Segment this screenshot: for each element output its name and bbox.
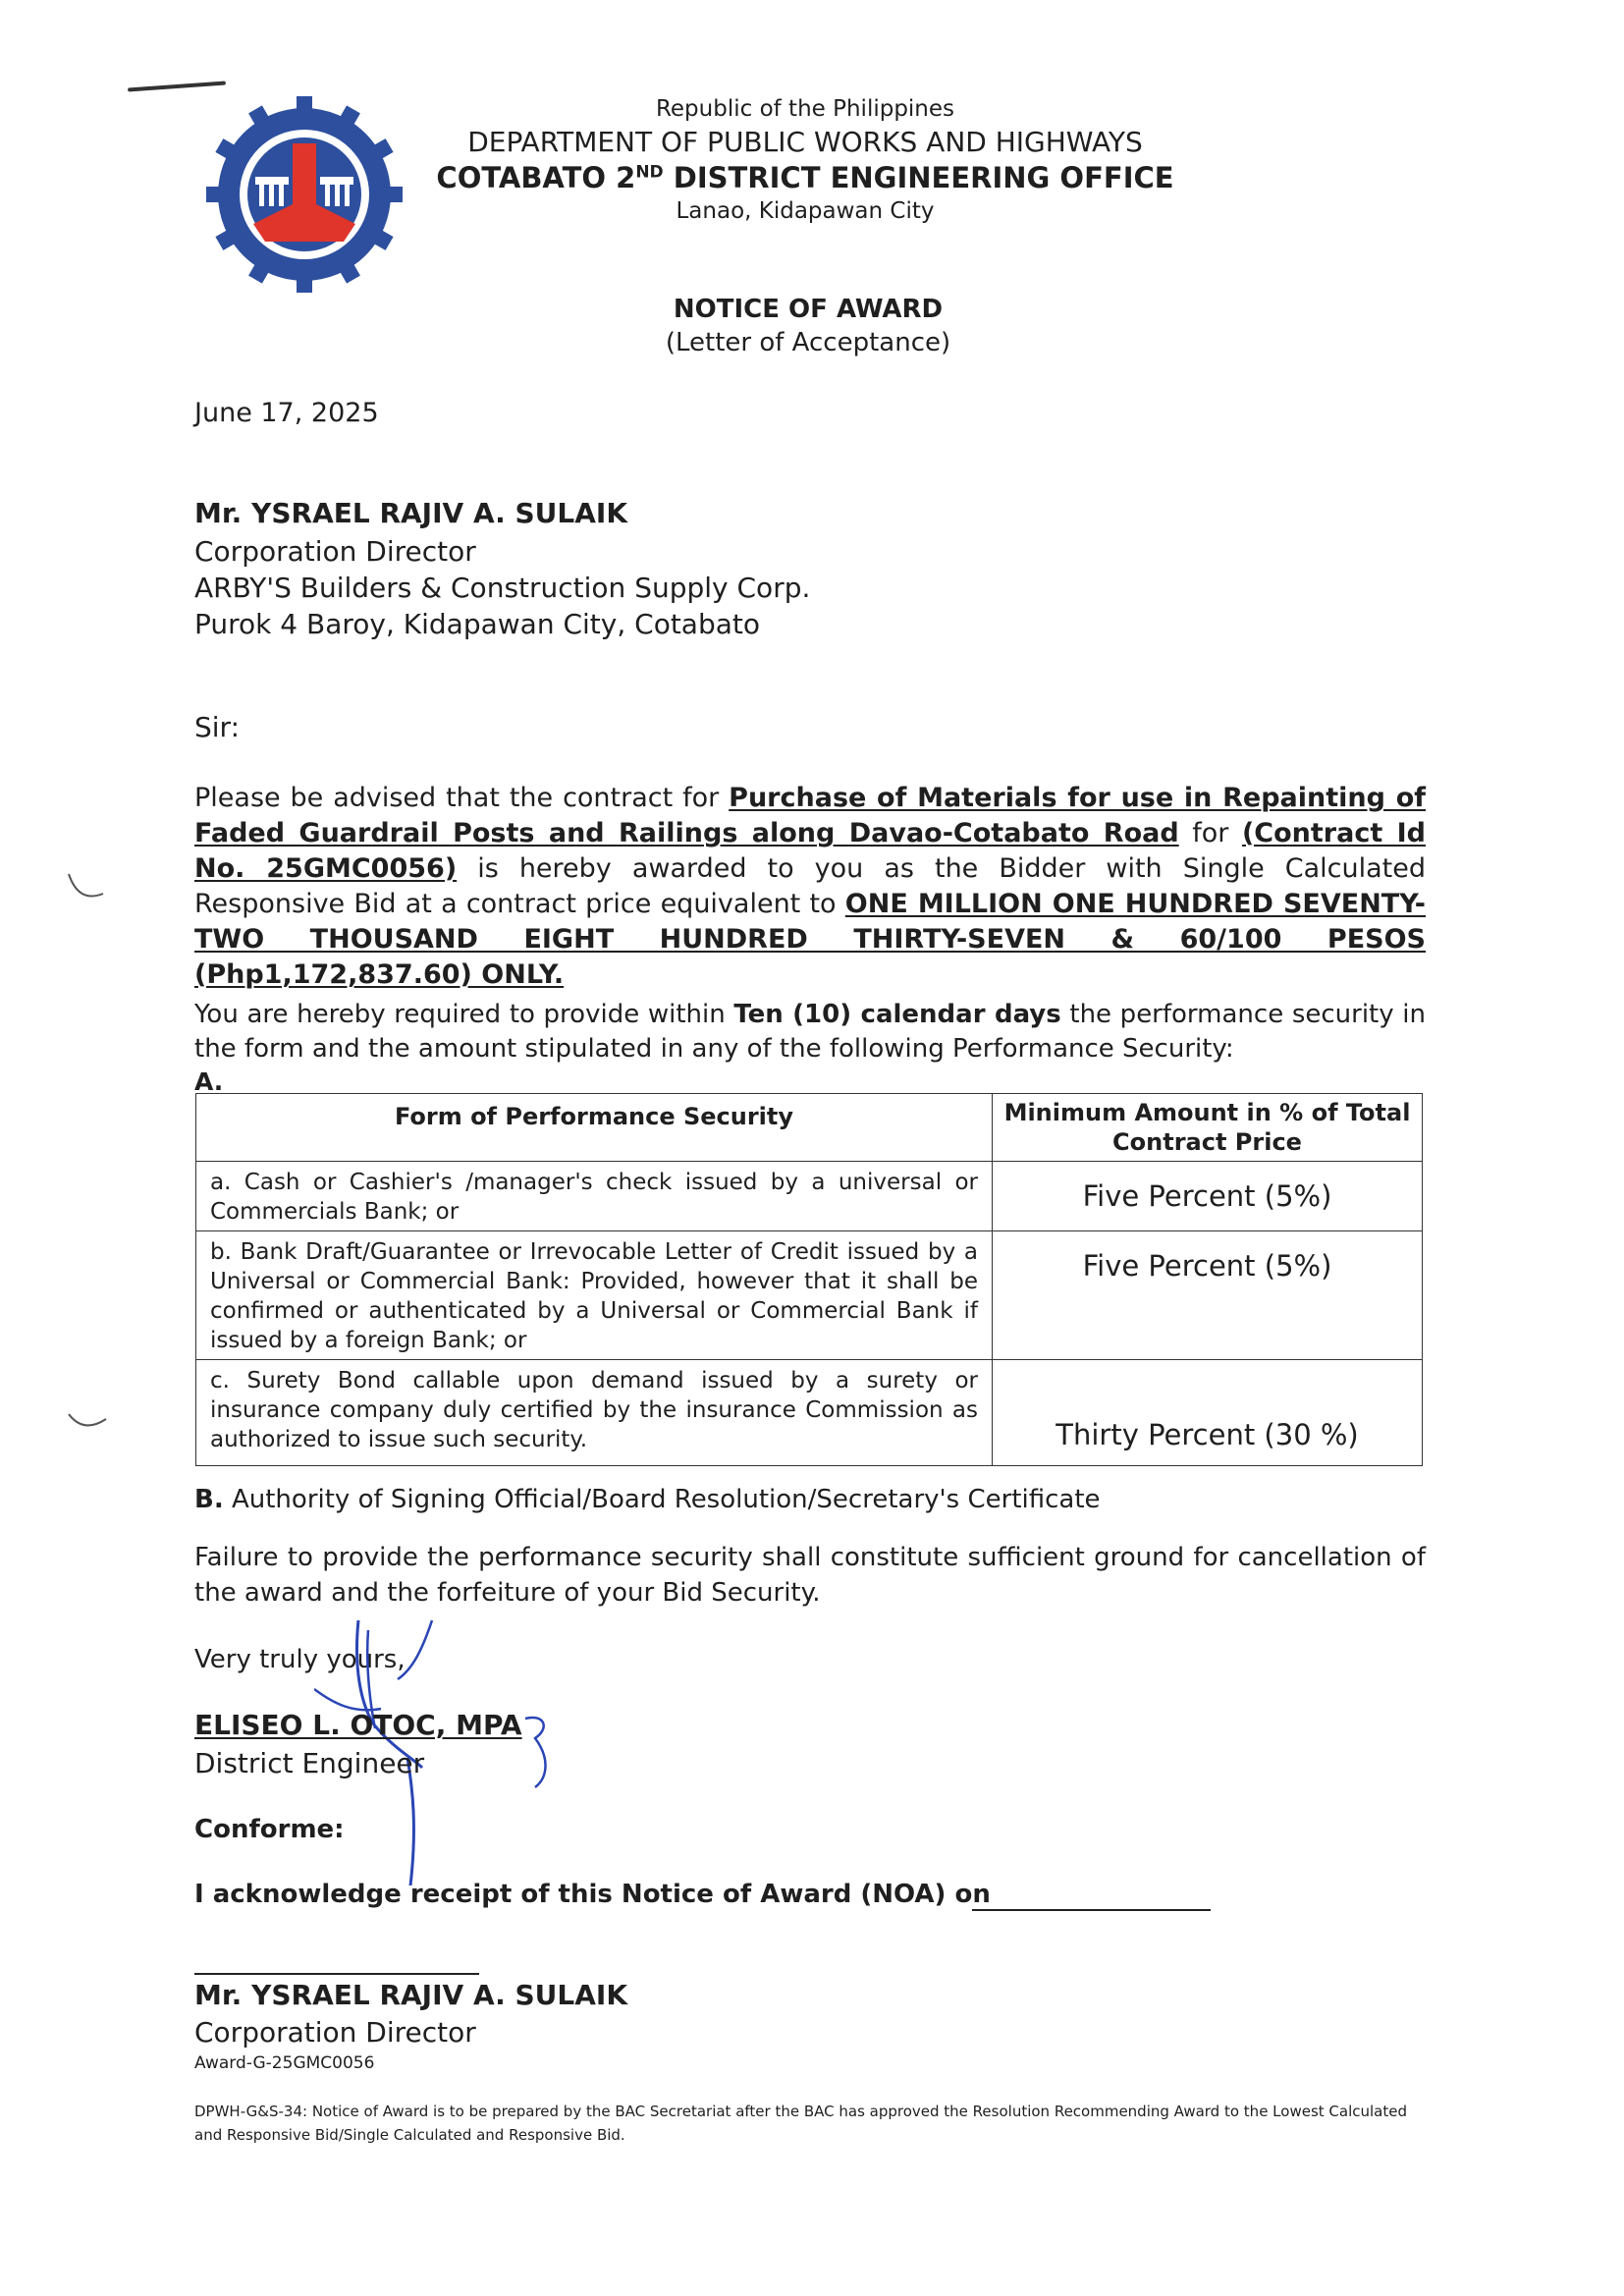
conforme-name: Mr. YSRAEL RAJIV A. SULAIK — [194, 1979, 628, 2011]
department-name: DEPARTMENT OF PUBLIC WORKS AND HIGHWAYS — [467, 126, 1143, 158]
office-name: COTABATO 2ND DISTRICT ENGINEERING OFFICE — [436, 161, 1174, 194]
conforme-label: Conforme: — [194, 1815, 345, 1844]
notice-title: NOTICE OF AWARD — [673, 295, 944, 324]
office-address: Lanao, Kidapawan City — [676, 198, 935, 224]
table-row — [196, 1162, 1423, 1231]
table-row — [196, 1231, 1423, 1360]
scan-mark-bracket — [59, 845, 108, 1434]
section-a-label: A. — [194, 1067, 224, 1096]
failure-paragraph: Failure to provide the performance security shall constitute sufficient ground for cancellation of the award and the forfeiture of your Bid Security. — [194, 1543, 1426, 1608]
scan-mark — [128, 82, 226, 92]
letter-date: June 17, 2025 — [194, 398, 379, 428]
table-header-row — [196, 1094, 1423, 1162]
table-header-form: Form of Performance Security — [196, 1094, 993, 1162]
conforme-signature-line — [194, 1973, 479, 1975]
recipient-company: ARBY'S Builders & Construction Supply Corp. — [194, 572, 811, 604]
award-reference: Award-G-25GMC0056 — [194, 2053, 375, 2073]
dpwh-logo — [201, 96, 407, 293]
notice-subtitle: (Letter of Acceptance) — [665, 328, 951, 357]
table-header-amount: Minimum Amount in % of Total Contract Price — [993, 1094, 1423, 1162]
contract-price: ONE MILLION ONE HUNDRED SEVENTY-TWO THOUSAND EIGHT HUNDRED THIRTY-SEVEN & 60/100 PESOS (Php1,172,837.60) ONLY. — [194, 889, 1427, 990]
project-name: Purchase of Materials for use in Repainting of Faded Guardrail Posts and Railings along Davao-Cotabato Road — [194, 783, 1426, 848]
republic-line: Republic of the Philippines — [655, 96, 955, 122]
salutation: Sir: — [194, 711, 241, 743]
signatory-position: District Engineer — [194, 1747, 425, 1779]
footnote: DPWH-G&S-34: Notice of Award is to be prepared by the BAC Secretariat after the BAC has approved the Resolution Recommending Award to the Lowest Calculated and Responsive Bid/Single Calculated and Responsive Bid. — [194, 2103, 1407, 2144]
contract-id: (Contract Id No. 25GMC0056) — [194, 818, 1426, 884]
section-b: B. Authority of Signing Official/Board Resolution/Secretary's Certificate — [194, 1485, 1101, 1514]
security-amount-cell: Five Percent (5%) — [993, 1231, 1423, 1360]
security-form-cell: a. Cash or Cashier's /manager's check issued by a universal or Commercials Bank; or — [196, 1162, 993, 1231]
conforme-position: Corporation Director — [194, 2016, 476, 2049]
acknowledgment-line: I acknowledge receipt of this Notice of Award (NOA) on — [194, 1880, 991, 1909]
recipient-position: Corporation Director — [194, 535, 476, 568]
security-amount-cell: Thirty Percent (30 %) — [993, 1360, 1423, 1466]
recipient-name: Mr. YSRAEL RAJIV A. SULAIK — [194, 497, 628, 529]
award-paragraph: Please be advised that the contract for Purchase of Materials for use in Repainting of Faded Guardrail Posts and Railings along Davao-Cotabato Road for (Contract Id No. 25GMC0056) is hereby awarded to you as the Bidder with Single Calculated Responsive Bid at a contract price equivalent to ONE MILLION ONE HUNDRED SEVENTY-TWO THOUSAND EIGHT HUNDRED THIRTY-SEVEN & 60/100 PESOS (Php1,172,837.60) ONLY. — [194, 783, 1427, 990]
security-form-cell: b. Bank Draft/Guarantee or Irrevocable Letter of Credit issued by a Universal or Commercial Bank: Provided, however that it shall be confirmed or authenticated by a Universal or Commercial Bank if issued by a foreign Bank; or — [196, 1231, 993, 1360]
acknowledgment-date-blank — [972, 1909, 1211, 1911]
closing: Very truly yours, — [194, 1645, 406, 1674]
table-row — [196, 1360, 1423, 1466]
performance-security-table — [195, 1093, 1423, 1466]
security-form-cell: c. Surety Bond callable upon demand issued by a surety or insurance company duly certified by the insurance Commission as authorized to issue such security. — [196, 1360, 993, 1466]
recipient-address: Purok 4 Baroy, Kidapawan City, Cotabato — [194, 608, 761, 640]
signatory-name: ELISEO L. OTOC, MPA — [194, 1709, 522, 1741]
security-amount-cell: Five Percent (5%) — [993, 1162, 1423, 1231]
security-requirement-paragraph: You are hereby required to provide within Ten (10) calendar days the performance security in the form and the amount stipulated in any of the following Performance Security: — [194, 1000, 1426, 1064]
